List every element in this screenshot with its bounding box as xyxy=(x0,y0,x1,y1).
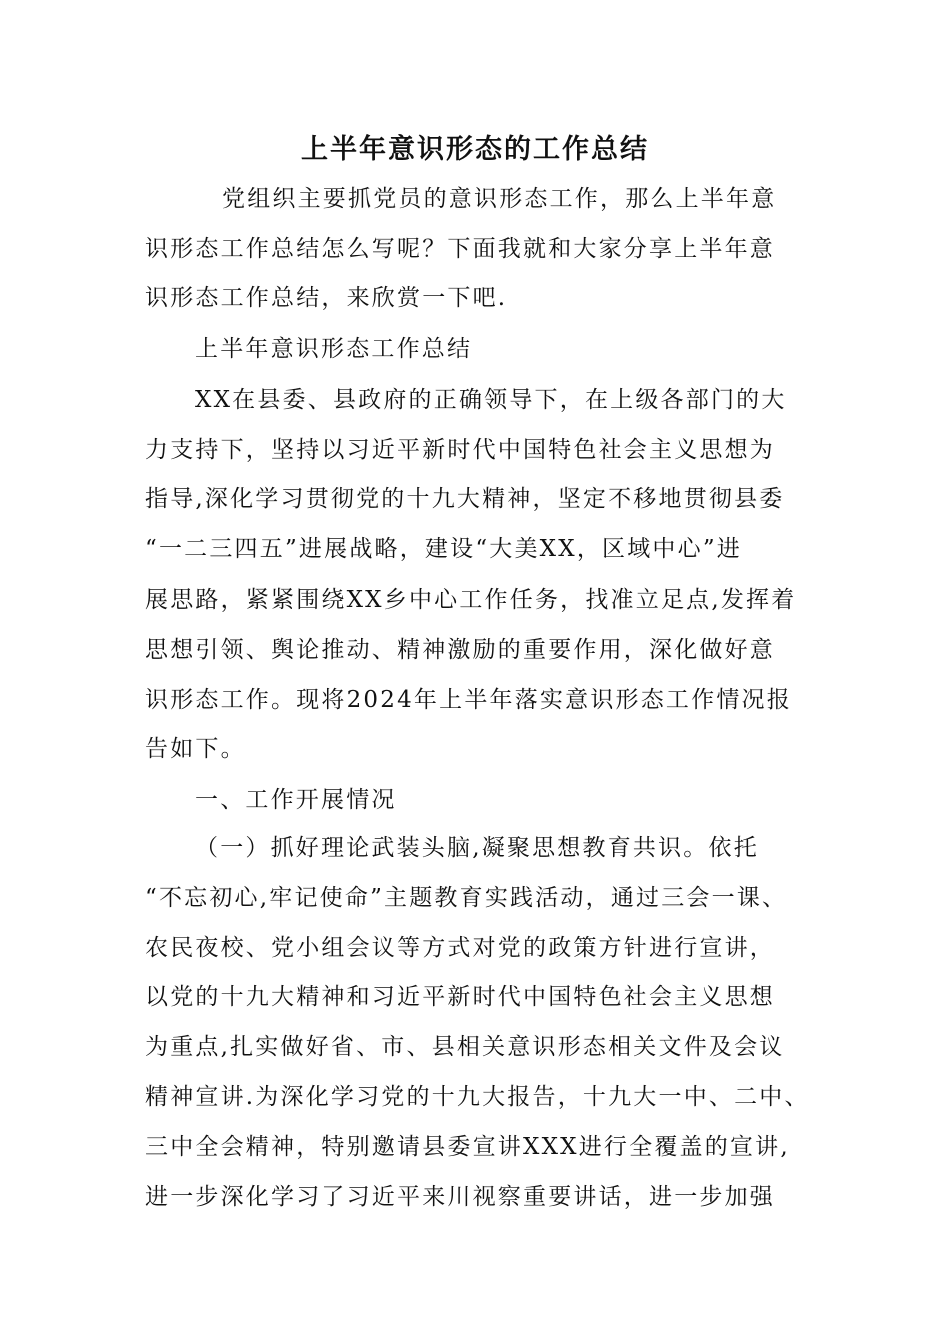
section-heading: 上半年意识形态工作总结 xyxy=(195,336,473,362)
paragraph-line: 识形态工作总结，来欣赏一下吧. xyxy=(145,285,508,311)
paragraph-line: 农民夜校、党小组会议等方式对党的政策方针进行宣讲， xyxy=(145,935,775,961)
paragraph-line: 力支持下，坚持以习近平新时代中国特色社会主义思想为 xyxy=(145,437,775,463)
section-heading: 一、工作开展情况 xyxy=(195,787,397,813)
paragraph-line: “不忘初心,牢记使命”主题教育实践活动，通过三会一课、 xyxy=(145,885,788,911)
paragraph-line: 进一步深化学习了习近平来川视察重要讲话，进一步加强 xyxy=(145,1184,775,1210)
paragraph-line: 精神宣讲.为深化学习党的十九大报告，十九大一中、二中、 xyxy=(145,1084,810,1110)
paragraph-line: 告如下。 xyxy=(145,736,246,762)
paragraph-line: 以党的十九大精神和习近平新时代中国特色社会主义思想 xyxy=(145,984,775,1010)
paragraph-line: 为重点,扎实做好省、市、县相关意识形态相关文件及会议 xyxy=(145,1034,785,1060)
document-title: 上半年意识形态的工作总结 xyxy=(301,134,649,165)
paragraph-line: 识形态工作。现将2024年上半年落实意识形态工作情况报 xyxy=(145,687,792,713)
paragraph-line: 思想引领、舆论推动、精神激励的重要作用，深化做好意 xyxy=(145,637,775,663)
paragraph-line: XX在县委、县政府的正确领导下，在上级各部门的大 xyxy=(195,387,787,413)
paragraph-line: 党组织主要抓党员的意识形态工作，那么上半年意 xyxy=(222,186,777,212)
paragraph-line: 三中全会精神，特别邀请县委宣讲XXX进行全覆盖的宣讲, xyxy=(145,1134,790,1160)
paragraph-line: “一二三四五”进展战略，建设“大美XX，区域中心”进 xyxy=(145,536,742,562)
paragraph-line: 识形态工作总结怎么写呢？下面我就和大家分享上半年意 xyxy=(145,236,775,262)
paragraph-line: 指导,深化学习贯彻党的十九大精神，坚定不移地贯彻县委 xyxy=(145,486,785,512)
paragraph-line: （一）抓好理论武装头脑,凝聚思想教育共识。依托 xyxy=(195,835,759,861)
paragraph-line: 展思路，紧紧围绕XX乡中心工作任务，找准立足点,发挥着 xyxy=(145,587,797,613)
